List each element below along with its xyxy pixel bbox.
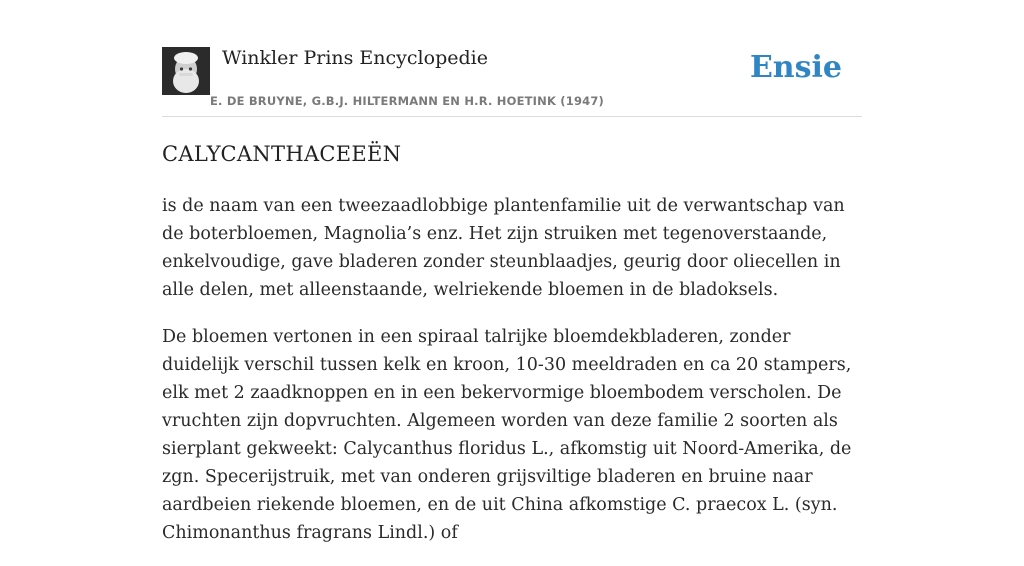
entry-headword: CALYCANTHACEEËN [162, 142, 402, 166]
publication-title[interactable]: Winkler Prins Encyclopedie [222, 47, 488, 69]
entry-body [162, 192, 862, 566]
author-avatar[interactable] [162, 47, 210, 95]
portrait-image [162, 47, 210, 95]
authors-line: E. DE BRUYNE, G.B.J. HILTERMANN EN H.R. HOETINK (1947) [210, 94, 605, 108]
page-header [162, 46, 862, 117]
ensie-logo[interactable]: Ensie [749, 50, 842, 85]
entry-paragraph-2: De bloemen vertonen in een spiraal talrijke bloemdekbladeren, zonder duidelijk verschil tussen kelk en kroon, 10-30 meeldraden en ca 20 stampers, elk met 2 zaadknoppen en in een bekervormige bloembodem verscholen. De vruchten zijn dopvruchten. Algemeen worden van deze familie 2 soorten als sierplant gekweekt: Calycanthus floridus L., afkomstig uit Noord-Amerika, de zgn. Specerijstruik, met van onderen grijsviltige bladeren en bruine naar aardbeien riekende bloemen, en de uit China afkomstige C. praecox L. (syn. Chimonanthus fragrans Lindl.) of [162, 327, 852, 543]
entry-paragraph-1: is de naam van een tweezaadlobbige plantenfamilie uit de verwantschap van de boterbloemen, Magnolia’s enz. Het zijn struiken met tegenoverstaande, enkelvoudige, gave bladeren zonder steunblaadjes, geurig door oliecellen in alle delen, met alleenstaande, welriekende bloemen in de bladoksels. [162, 196, 845, 300]
